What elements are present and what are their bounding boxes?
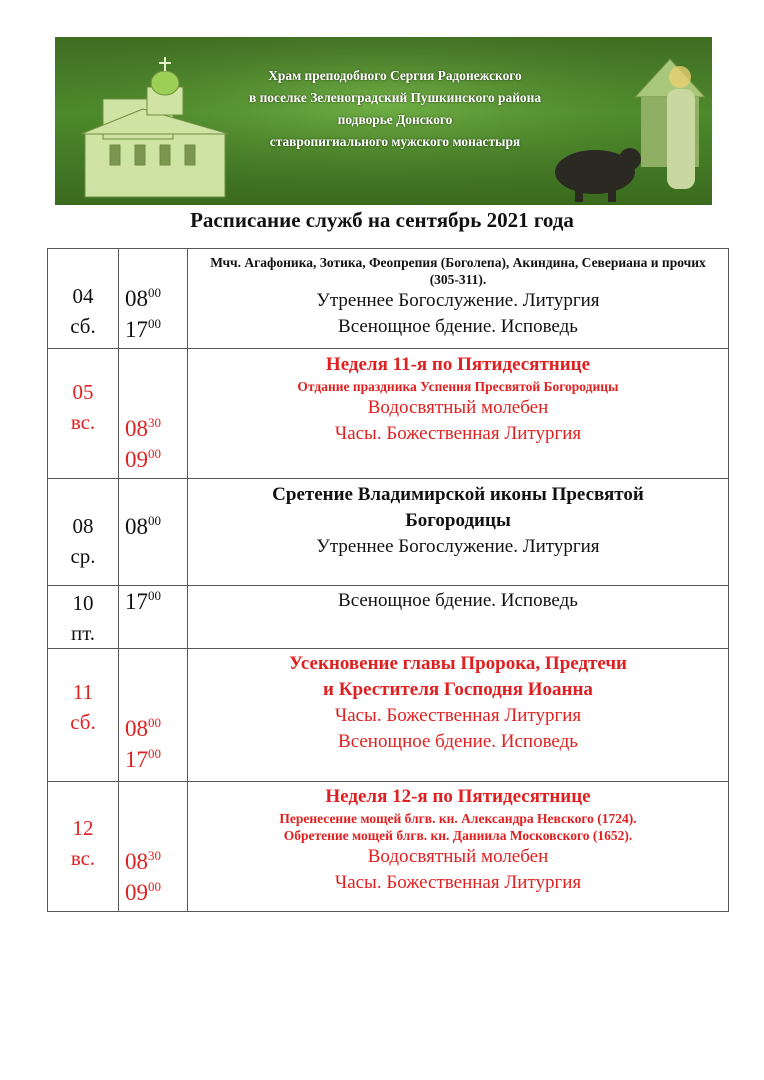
- service-line: Часы. Божественная Литургия: [334, 872, 582, 893]
- date-cell: [48, 349, 119, 479]
- time-value: $08^{30}$: [125, 415, 161, 441]
- time-cell: [119, 649, 188, 782]
- feast-title: Неделя 12-я по Пятидесятнице: [325, 786, 591, 807]
- feast-note: Обретение мощей блгв. кн. Даниила Московского (1652).: [283, 828, 633, 843]
- service-cell: [188, 782, 729, 912]
- service-line: Утреннее Богослужение. Литургия: [316, 536, 600, 557]
- weekday: сб.: [70, 710, 96, 734]
- time-cell: [119, 479, 188, 586]
- saint-figure: [667, 89, 695, 189]
- schedule-table: [47, 248, 729, 912]
- table-row: [48, 586, 729, 649]
- table-row: [48, 649, 729, 782]
- service-cell: [188, 349, 729, 479]
- service-line: Утреннее Богослужение. Литургия: [316, 290, 600, 311]
- time-value: $09^{00}$: [125, 879, 161, 905]
- day-number: 10: [72, 591, 94, 615]
- feast-title: и Крестителя Господня Иоанна: [323, 679, 593, 700]
- date-cell: [48, 782, 119, 912]
- service-line: Всенощное бдение. Исповедь: [338, 731, 578, 752]
- feast-title: Мчч. Агафоника, Зотика, Феопрепия (Боголепа), Акиндина, Севериана и прочих (305-311).: [210, 255, 706, 287]
- service-cell: [188, 649, 729, 782]
- weekday: сб.: [70, 314, 96, 338]
- date-cell: [48, 586, 119, 649]
- day-number: 11: [72, 680, 94, 704]
- service-line: Водосвятный молебен: [367, 846, 549, 867]
- time-value: $08^{30}$: [125, 848, 161, 874]
- time-cell: [119, 249, 188, 349]
- time-value: $17^{00}$: [125, 588, 161, 614]
- day-number: 12: [72, 816, 94, 840]
- service-line: Часы. Божественная Литургия: [334, 423, 582, 444]
- day-number: 08: [72, 514, 94, 538]
- header-line: Храм преподобного Сергия Радонежского: [268, 68, 522, 83]
- time-cell: [119, 349, 188, 479]
- time-value: $17^{00}$: [125, 746, 161, 772]
- time-cell: [119, 782, 188, 912]
- header-line: подворье Донского: [337, 112, 453, 127]
- service-cell: [188, 249, 729, 349]
- table-row: [48, 782, 729, 912]
- time-value: $08^{00}$: [125, 513, 161, 539]
- header-text: [225, 65, 565, 153]
- date-cell: [48, 649, 119, 782]
- halo-icon: [669, 66, 691, 88]
- service-line: Часы. Божественная Литургия: [334, 705, 582, 726]
- service-line: Всенощное бдение. Исповедь: [338, 316, 578, 337]
- feast-title: Сретение Владимирской иконы Пресвятой Богородицы: [272, 484, 644, 531]
- date-cell: [48, 479, 119, 586]
- weekday: ср.: [70, 544, 96, 568]
- table-row: [48, 349, 729, 479]
- feast-note: Перенесение мощей блгв. кн. Александра Невского (1724).: [279, 811, 637, 826]
- day-number: 05: [72, 380, 94, 404]
- service-line: Всенощное бдение. Исповедь: [338, 590, 578, 611]
- table-row: [48, 249, 729, 349]
- weekday: пт.: [70, 621, 96, 645]
- time-value: $08^{00}$: [125, 285, 161, 311]
- weekday: вс.: [70, 846, 96, 870]
- feast-title: Усекновение главы Пророка, Предтечи: [288, 653, 628, 674]
- service-cell: [188, 586, 729, 649]
- feast-title: Неделя 11-я по Пятидесятнице: [325, 354, 591, 375]
- header-line: ставропигиального мужского монастыря: [269, 134, 521, 149]
- header-line: в поселке Зеленоградский Пушкинского района: [248, 90, 542, 105]
- time-value: $08^{00}$: [125, 715, 161, 741]
- service-line: Водосвятный молебен: [367, 397, 549, 418]
- service-cell: [188, 479, 729, 586]
- day-number: 04: [72, 284, 94, 308]
- feast-note: Отдание праздника Успения Пресвятой Богородицы: [297, 379, 619, 394]
- date-cell: [48, 249, 119, 349]
- header-banner: [55, 37, 712, 205]
- weekday: вс.: [70, 410, 96, 434]
- page-title: Расписание служб на сентябрь 2021 года: [190, 208, 574, 232]
- time-cell: [119, 586, 188, 649]
- time-value: $17^{00}$: [125, 316, 161, 342]
- table-row: [48, 479, 729, 586]
- time-value: $09^{00}$: [125, 446, 161, 472]
